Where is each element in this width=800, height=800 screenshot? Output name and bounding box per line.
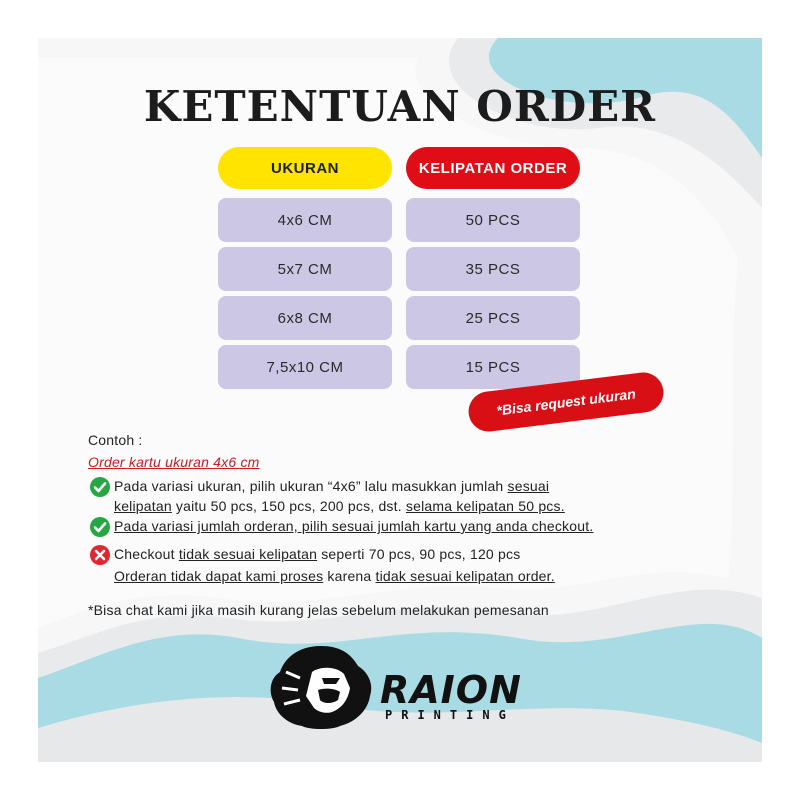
item-1-line-1: Pada variasi ukuran, pilih ukuran “4x6” lalu masukkan jumlah sesuai: [114, 478, 550, 494]
example-link: Order kartu ukuran 4x6 cm: [88, 454, 260, 470]
item-1-line-2: kelipatan yaitu 50 pcs, 150 pcs, 200 pcs, dst. selama kelipatan 50 pcs.: [114, 498, 565, 514]
header-multiple: KELIPATAN ORDER: [406, 147, 580, 189]
item-3-line-2: Orderan tidak dapat kami proses karena tidak sesuai kelipatan order.: [114, 568, 555, 584]
multiple-cell: 50 PCS: [406, 198, 580, 242]
page-title: KETENTUAN ORDER: [143, 82, 657, 131]
cross-icon: [90, 545, 110, 565]
multiple-cell: 25 PCS: [406, 296, 580, 340]
footnote: *Bisa chat kami jika masih kurang jelas sebelum melakukan pemesanan: [88, 602, 549, 618]
request-size-badge: *Bisa request ukuran: [466, 370, 665, 434]
size-cell: 4x6 CM: [218, 198, 392, 242]
example-label: Contoh :: [88, 432, 143, 448]
size-cell: 6x8 CM: [218, 296, 392, 340]
item-3-line-1: Checkout tidak sesuai kelipatan seperti 70 pcs, 90 pcs, 120 pcs: [114, 546, 521, 562]
size-cell: 5x7 CM: [218, 247, 392, 291]
lion-head-icon: [266, 642, 376, 732]
logo-name: RAION: [380, 668, 522, 712]
multiple-cell: 35 PCS: [406, 247, 580, 291]
header-size: UKURAN: [218, 147, 392, 189]
item-2-line-1: Pada variasi jumlah orderan, pilih sesuai jumlah kartu yang anda checkout.: [114, 518, 594, 534]
logo-sub: PRINTING: [385, 708, 515, 722]
check-icon: [90, 517, 110, 537]
check-icon: [90, 477, 110, 497]
multiple-cell: 15 PCS: [406, 345, 580, 389]
size-cell: 7,5x10 CM: [218, 345, 392, 389]
